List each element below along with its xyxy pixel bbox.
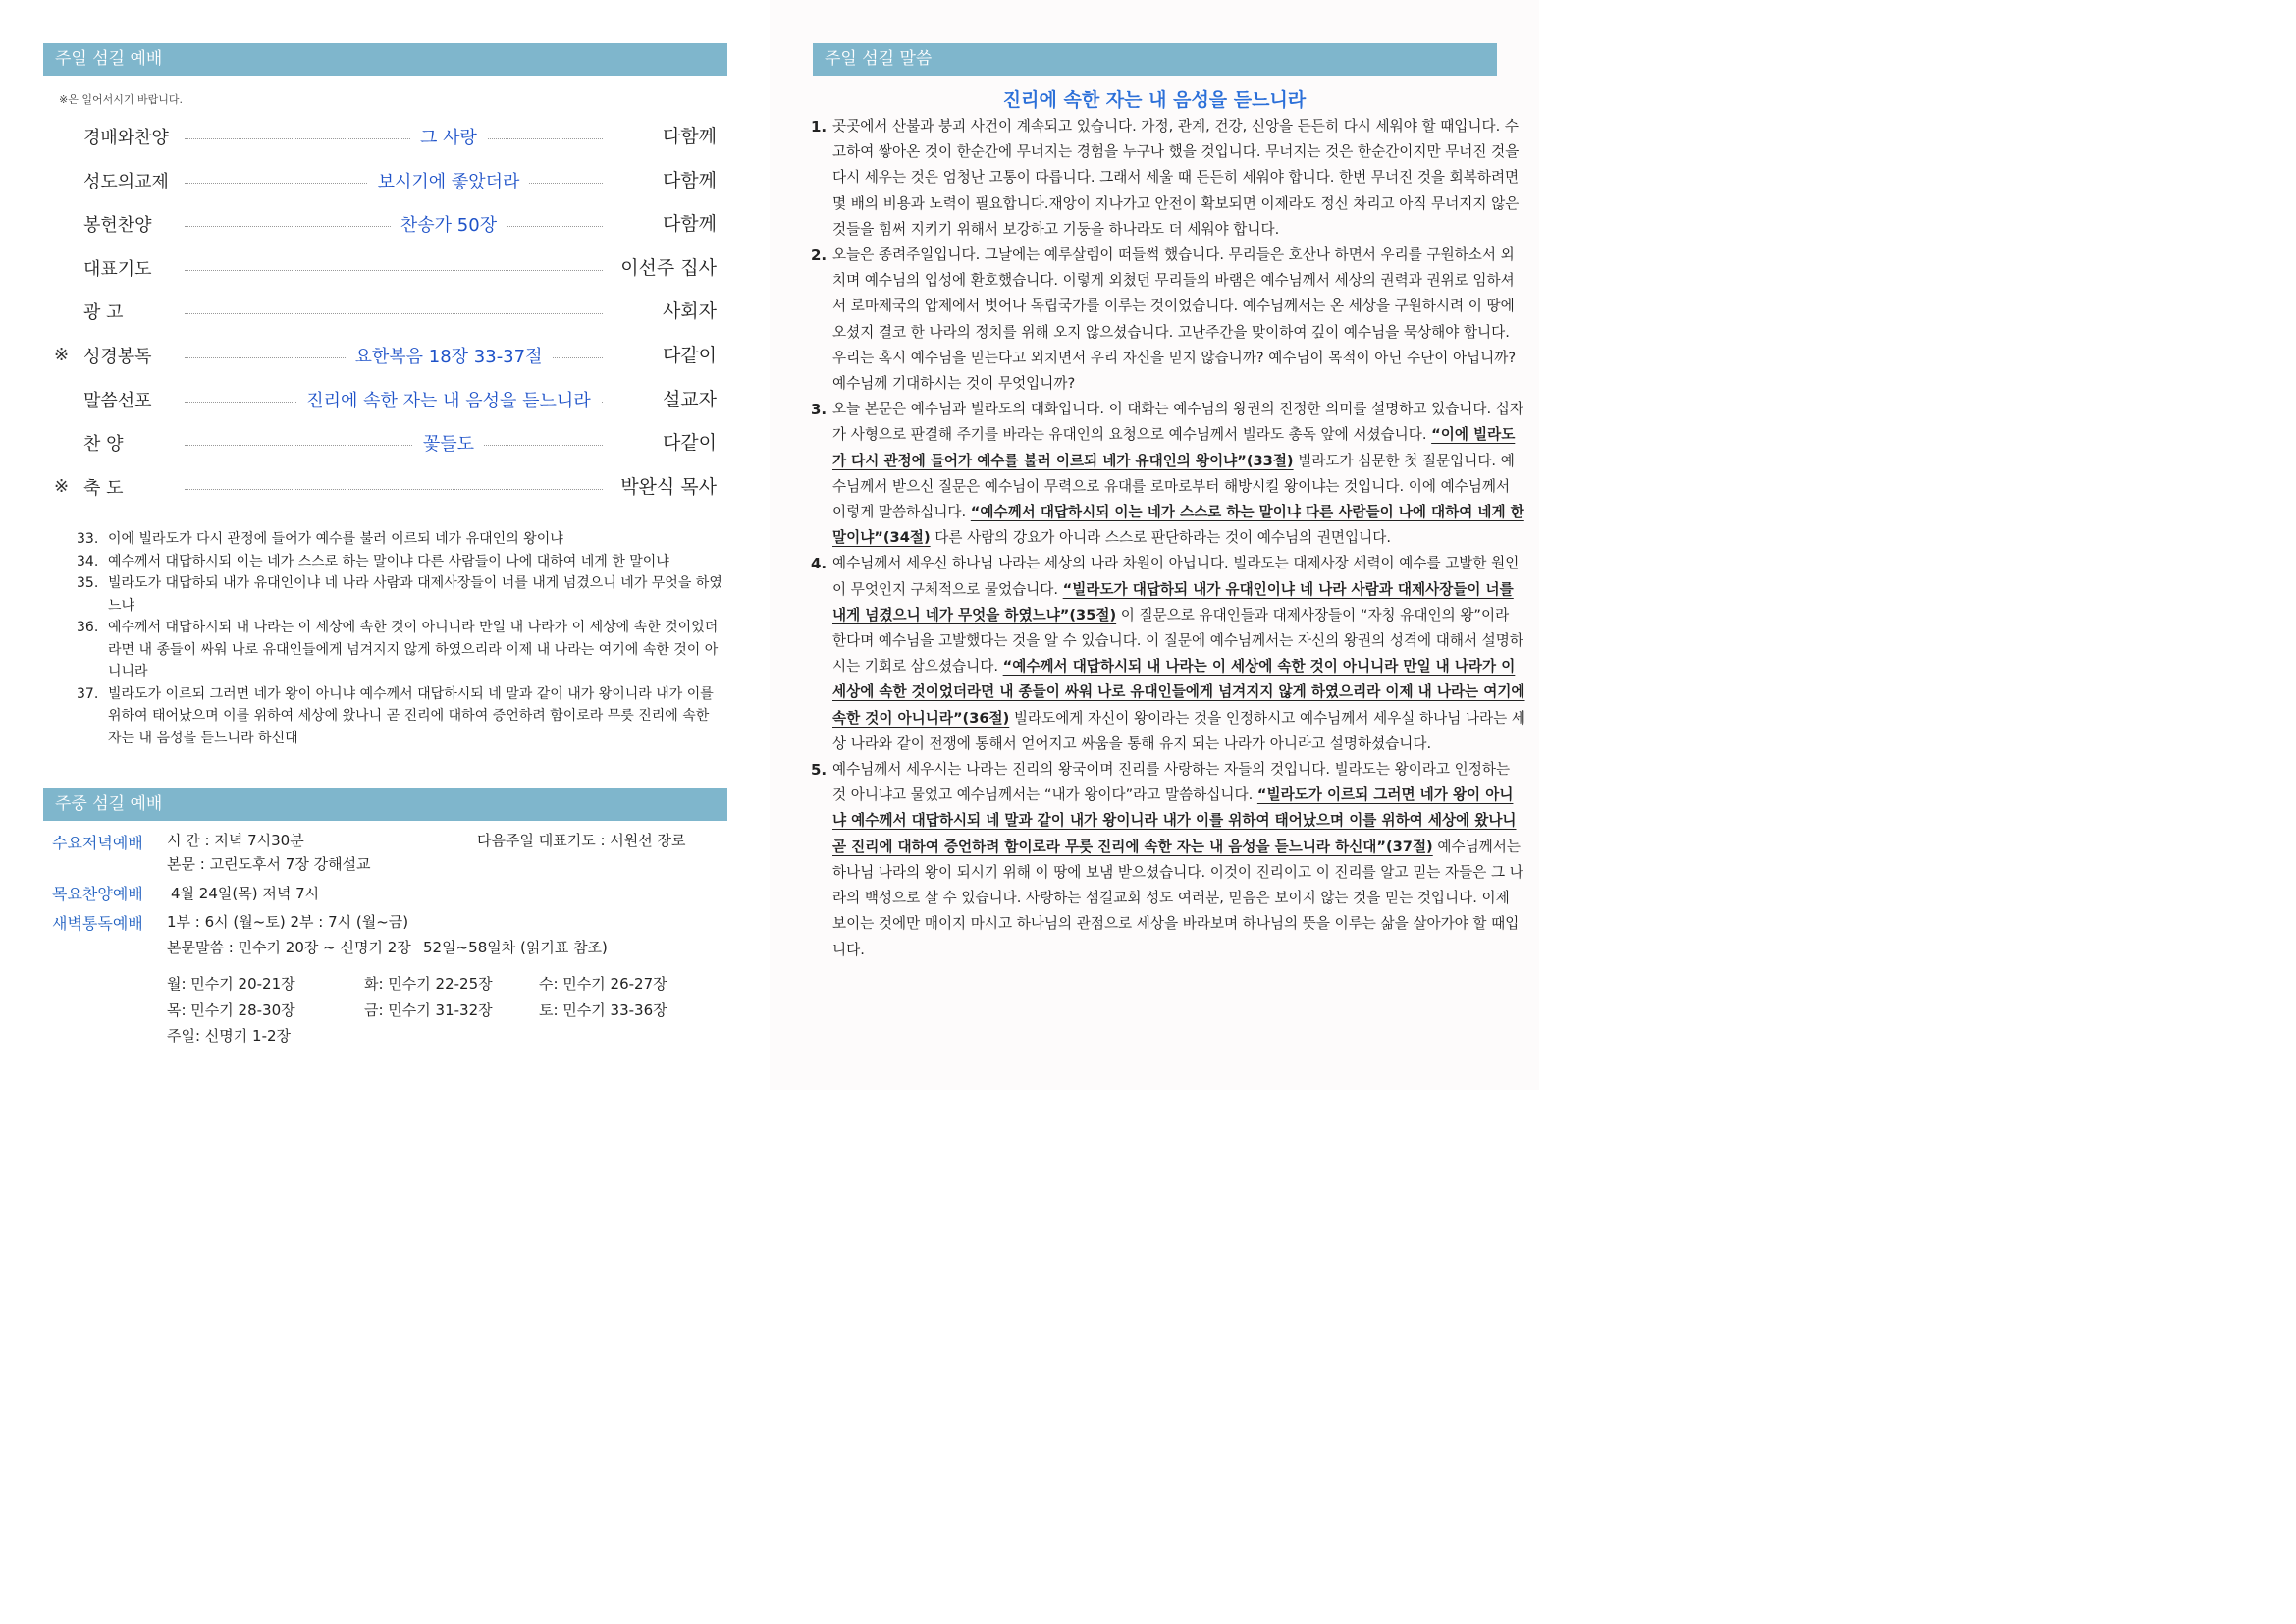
order-item-leader: 다함께 — [662, 169, 717, 191]
right-page — [770, 0, 1539, 1090]
standing-note: ※은 일어서시기 바랍니다. — [59, 93, 183, 106]
point-sentence: 빌라도가 심문한 첫 질문입니다. 예수님께서 받으신 질문은 예수님이 무력으로 유대를 로마로부터 해방시킬 왕이냐는 것입니다. 이에 예수님께서 이렇게 말씀하십니다. — [832, 452, 1515, 521]
wednesday-text: 본문 : 고린도후서 7장 강해설교 — [167, 855, 371, 873]
sermon-point — [811, 757, 1525, 963]
point-sentence: 예수님께서는 하나님 나라의 왕이 되시기 위해 이 땅에 보냄 받으셨습니다. 이것이 진리이고 이 진리를 알고 믿는 자들은 그 나라의 백성으로 살 수 있습니다. 사랑하는 섬길교회 성도 여러분, 믿음은 보이지 않는 것을 믿는 것입니다. 이제 보이는 것에만 매이지 마시고 하나님의 관점으로 세상을 바라보며 하나님의 뜻을 이루는 삶을 살아가야 할 때입니다. — [832, 838, 1523, 958]
order-item-content-text: 진리에 속한 자는 내 음성을 듣느니라 — [296, 391, 600, 411]
reading-day: 월: 민수기 20-21장 — [167, 975, 295, 993]
dotted-leader — [185, 270, 603, 271]
order-item-name: 성경봉독 — [83, 347, 152, 367]
verse-text: 예수께서 대답하시되 내 나라는 이 세상에 속한 것이 아니니라 만일 내 나라가 이 세상에 속한 것이었더라면 내 종들이 싸워 나로 유대인들에게 넘겨지지 않게 하였으리라 이제 내 나라는 여기에 속한 것이 아니니라 — [108, 620, 719, 679]
left-page — [0, 0, 770, 1090]
scripture-quote: “빌라도가 대답하되 내가 유대인이냐 네 나라 사람과 대제사장들이 너를 내게 넘겼으니 네가 무엇을 하였느냐”(35절) — [832, 580, 1514, 623]
sermon-point — [811, 397, 1525, 551]
order-row — [54, 343, 717, 368]
order-item-content-text: 찬송가 50장 — [391, 215, 507, 236]
point-sentence: 다른 사람의 강요가 아니라 스스로 판단하라는 것이 예수님의 권면입니다. — [930, 529, 1391, 547]
next-prayer: 다음주일 대표기도 : 서원선 장로 — [477, 832, 686, 849]
point-sentence: 곳곳에서 산불과 붕괴 사건이 계속되고 있습니다. 가정, 관계, 건강, 신앙을 든든히 다시 세워야 할 때입니다. 수고하여 쌓아온 것이 한순간에 무너지는 경험을 누구나 했을 것입니다. 무너지는 것은 한순간이지만 무너진 것을 다시 세우는 것은 엄청난 고통이 따릅니다. 그래서 세울 때 든든히 세워야 합니다. 한번 무너진 것을 회복하려면 몇 배의 비용과 노력이 필요합니다.재앙이 지나가고 안전이 확보되면 이제라도 정신 차리고 아직 무너지지 않은 것들을 힘써 지키기 위해서 보강하고 기둥을 하나라도 더 세워야 합니다. — [832, 118, 1520, 238]
verse-number: 35. — [77, 575, 99, 591]
dotted-leader — [185, 313, 603, 314]
order-item-leader: 다같이 — [662, 345, 717, 366]
standing-mark: ※ — [54, 345, 70, 365]
order-item-content-text: 보시기에 좋았더라 — [368, 172, 530, 192]
order-item-name: 경배와찬양 — [83, 128, 169, 148]
point-sentence: 예수님께서 세우시는 나라는 진리의 왕국이며 진리를 사랑하는 자들의 것입니다. 빌라도는 왕이라고 인정하는 것 아니냐고 물었고 예수님께서는 “내가 왕이다”라고 말씀하십니다. — [832, 761, 1511, 804]
order-item-leader: 설교자 — [662, 388, 717, 410]
reading-day: 화: 민수기 22-25장 — [364, 975, 493, 993]
order-item-name: 찬 양 — [83, 434, 124, 456]
order-item-leader: 사회자 — [662, 300, 717, 323]
verse-item — [77, 617, 724, 683]
verse-text: 예수께서 대답하시되 이는 네가 스스로 하는 말이냐 다른 사람들이 나에 대하여 네게 한 말이냐 — [108, 553, 669, 569]
order-item-leader: 다같이 — [662, 432, 717, 455]
worship-section-header: 주일 섬길 예배 — [43, 43, 727, 76]
order-row — [54, 168, 717, 193]
verse-item — [77, 683, 724, 750]
verse-item — [77, 551, 724, 573]
thursday-service-label: 목요찬양예배 — [52, 885, 143, 903]
order-item-leader: 다함께 — [662, 213, 717, 236]
wednesday-time: 시 간 : 저녁 7시30분 — [167, 832, 304, 849]
dotted-leader — [185, 489, 603, 490]
reading-day: 수: 민수기 26-27장 — [539, 975, 667, 993]
point-text — [832, 551, 1525, 757]
wednesday-service-label: 수요저녁예배 — [52, 834, 143, 852]
point-sentence: 오늘은 종려주일입니다. 그날에는 예루살렘이 떠들썩 했습니다. 무리들은 호산나 하면서 우리를 구원하소서 외치며 예수님의 입성에 환호했습니다. 이렇게 외쳤던 무리들의 바램은 예수님께서 세상의 권력과 권위로 임하셔서 로마제국의 압제에서 벗어나 독립국가를 이루는 것이었습니다. 예수님께서는 온 세상을 구원하시려 이 땅에 오셨지 결코 한 나라의 정치를 위해 오지 않으셨습니다. 고난주간을 맞이하여 깊이 예수님을 묵상해야 합니다. 우리는 혹시 예수님을 믿는다고 외치면서 우리 자신을 믿지 않습니까? 예수님이 목적이 아닌 수단이 아닙니까? 예수님께 기대하시는 것이 무엇입니까? — [832, 246, 1517, 393]
order-item-content — [239, 168, 659, 193]
reading-day: 목: 민수기 28-30장 — [167, 1001, 295, 1019]
point-text — [832, 397, 1525, 551]
reading-day: 주일: 신명기 1-2장 — [167, 1027, 292, 1045]
point-number: 1. — [811, 118, 828, 135]
point-text — [832, 757, 1525, 963]
order-item-name: 축 도 — [83, 477, 124, 499]
scripture-quote: “예수께서 대답하시되 이는 네가 스스로 하는 말이냐 다른 사람들이 나에 대하여 네게 한 말이냐”(34절) — [832, 504, 1524, 547]
order-item-name: 대표기도 — [83, 258, 152, 280]
point-sentence: 오늘 본문은 예수님과 빌라도의 대화입니다. 이 대화는 예수님의 왕권의 진정한 의미를 설명하고 있습니다. 십자가 사형으로 판결해 주기를 바라는 유대인의 요청으로 예수님께서 빌라도 총독 앞에 서셨습니다. — [832, 401, 1523, 444]
order-item-leader: 다함께 — [662, 126, 717, 147]
scripture-verses — [77, 528, 724, 749]
sermon-title: 진리에 속한 자는 내 음성을 듣느니라 — [1002, 89, 1307, 111]
dawn-text: 본문말씀 : 민수기 20장 ~ 신명기 2장 — [167, 939, 411, 956]
scripture-quote: “예수께서 대답하시되 내 나라는 이 세상에 속한 것이 아니니라 만일 내 나라가 이 세상에 속한 것이었더라면 내 종들이 싸워 나로 유대인들에게 넘겨지지 않게 하였으리라 이제 내 나라는 여기에 속한 것이 아니니라”(36절) — [832, 658, 1525, 727]
order-item-content — [239, 387, 659, 412]
sermon-point — [811, 243, 1525, 397]
verse-number: 34. — [77, 553, 99, 569]
point-text — [832, 243, 1525, 397]
sermon-point — [811, 114, 1525, 243]
dawn-time: 1부 : 6시 (월~토) 2부 : 7시 (월~금) — [167, 913, 409, 931]
verse-number: 33. — [77, 531, 99, 547]
order-item-name: 말씀선포 — [83, 390, 152, 411]
order-item-leader: 박완식 목사 — [620, 475, 717, 498]
order-row — [54, 474, 717, 500]
verse-number: 36. — [77, 620, 99, 635]
order-item-name: 광 고 — [83, 302, 124, 324]
order-row — [54, 298, 717, 324]
sermon-points — [811, 114, 1525, 963]
order-row — [54, 211, 717, 237]
point-sentence: 예수님께서 세우신 하나님 나라는 세상의 나라 차원이 아닙니다. 빌라도는 대제사장 세력이 예수를 고발한 원인이 무엇인지 구체적으로 물었습니다. — [832, 555, 1520, 598]
order-item-content-text: 그 사랑 — [410, 128, 487, 148]
reading-day: 토: 민수기 33-36장 — [539, 1001, 667, 1019]
order-item-content — [239, 124, 659, 149]
verse-item — [77, 572, 724, 617]
dawn-service-label: 새벽통독예배 — [52, 914, 143, 933]
point-number: 4. — [811, 555, 828, 573]
verse-text: 빌라도가 대답하되 내가 유대인이냐 네 나라 사람과 대제사장들이 너를 내게 넘겼으니 네가 무엇을 하였느냐 — [108, 575, 722, 614]
order-item-name: 봉헌찬양 — [83, 215, 152, 237]
order-row — [54, 124, 717, 149]
order-row — [54, 255, 717, 281]
order-item-content — [239, 343, 659, 368]
order-item-content — [239, 430, 659, 456]
verse-item — [77, 528, 724, 551]
order-item-content-text: 꽃들도 — [413, 434, 484, 455]
dawn-days: 52일~58일차 (읽기표 참조) — [423, 939, 608, 956]
thursday-time: 4월 24일(목) 저녁 7시 — [171, 885, 320, 902]
point-sentence: 빌라도에게 자신이 왕이라는 것을 인정하시고 예수님께서 세우실 하나님 나라는 세상 나라와 같이 전쟁에 통해서 얻어지고 싸움을 통해 유지 되는 나라가 아니라고 설명하셨습니다. — [832, 709, 1525, 752]
point-number: 5. — [811, 761, 828, 780]
scripture-quote: “빌라도가 이르되 그러면 네가 왕이 아니냐 예수께서 대답하시되 네 말과 같이 내가 왕이니라 내가 이를 위하여 태어났으며 이를 위하여 세상에 왔나니 곧 진리에 대하여 증언하려 함이로라 무릇 진리에 속한 자는 내 음성을 듣느니라 하신대”(37절) — [832, 786, 1517, 855]
verse-number: 37. — [77, 685, 99, 702]
order-item-content — [239, 211, 659, 237]
point-number: 2. — [811, 246, 828, 265]
order-item-name: 성도의교제 — [83, 171, 169, 192]
order-row — [54, 387, 717, 412]
point-number: 3. — [811, 401, 828, 419]
verse-text: 빌라도가 이르되 그러면 네가 왕이 아니냐 예수께서 대답하시되 네 말과 같이 내가 왕이니라 내가 이를 위하여 태어났으며 이를 위하여 세상에 왔나니 곧 진리에 대하여 증언하려 함이로라 무릇 진리에 속한 자는 내 음성을 듣느니라 하신대 — [108, 685, 714, 746]
point-sentence: 이 질문으로 유대인들과 대제사장들이 “자칭 유대인의 왕”이라 한다며 예수님을 고발했다는 것을 알 수 있습니다. 이 질문에 예수님께서는 자신의 왕권의 성격에 대해서 설명하시는 기회로 삼으셨습니다. — [832, 606, 1523, 676]
weekday-section-header: 주중 섬길 예배 — [43, 788, 727, 821]
reading-day: 금: 민수기 31-32장 — [364, 1001, 493, 1019]
order-item-content-text: 요한복음 18장 33-37절 — [346, 347, 553, 367]
verse-text: 이에 빌라도가 다시 관정에 들어가 예수를 불러 이르되 네가 유대인의 왕이냐 — [108, 531, 563, 547]
sermon-section-header: 주일 섬길 말씀 — [813, 43, 1497, 76]
standing-mark: ※ — [54, 475, 70, 497]
scripture-quote: “이에 빌라도가 다시 관정에 들어가 예수를 불러 이르되 네가 유대인의 왕이냐”(33절) — [832, 426, 1516, 469]
sermon-point — [811, 551, 1525, 757]
order-item-leader: 이선주 집사 — [620, 256, 717, 279]
point-text — [832, 114, 1525, 243]
order-row — [54, 430, 717, 456]
